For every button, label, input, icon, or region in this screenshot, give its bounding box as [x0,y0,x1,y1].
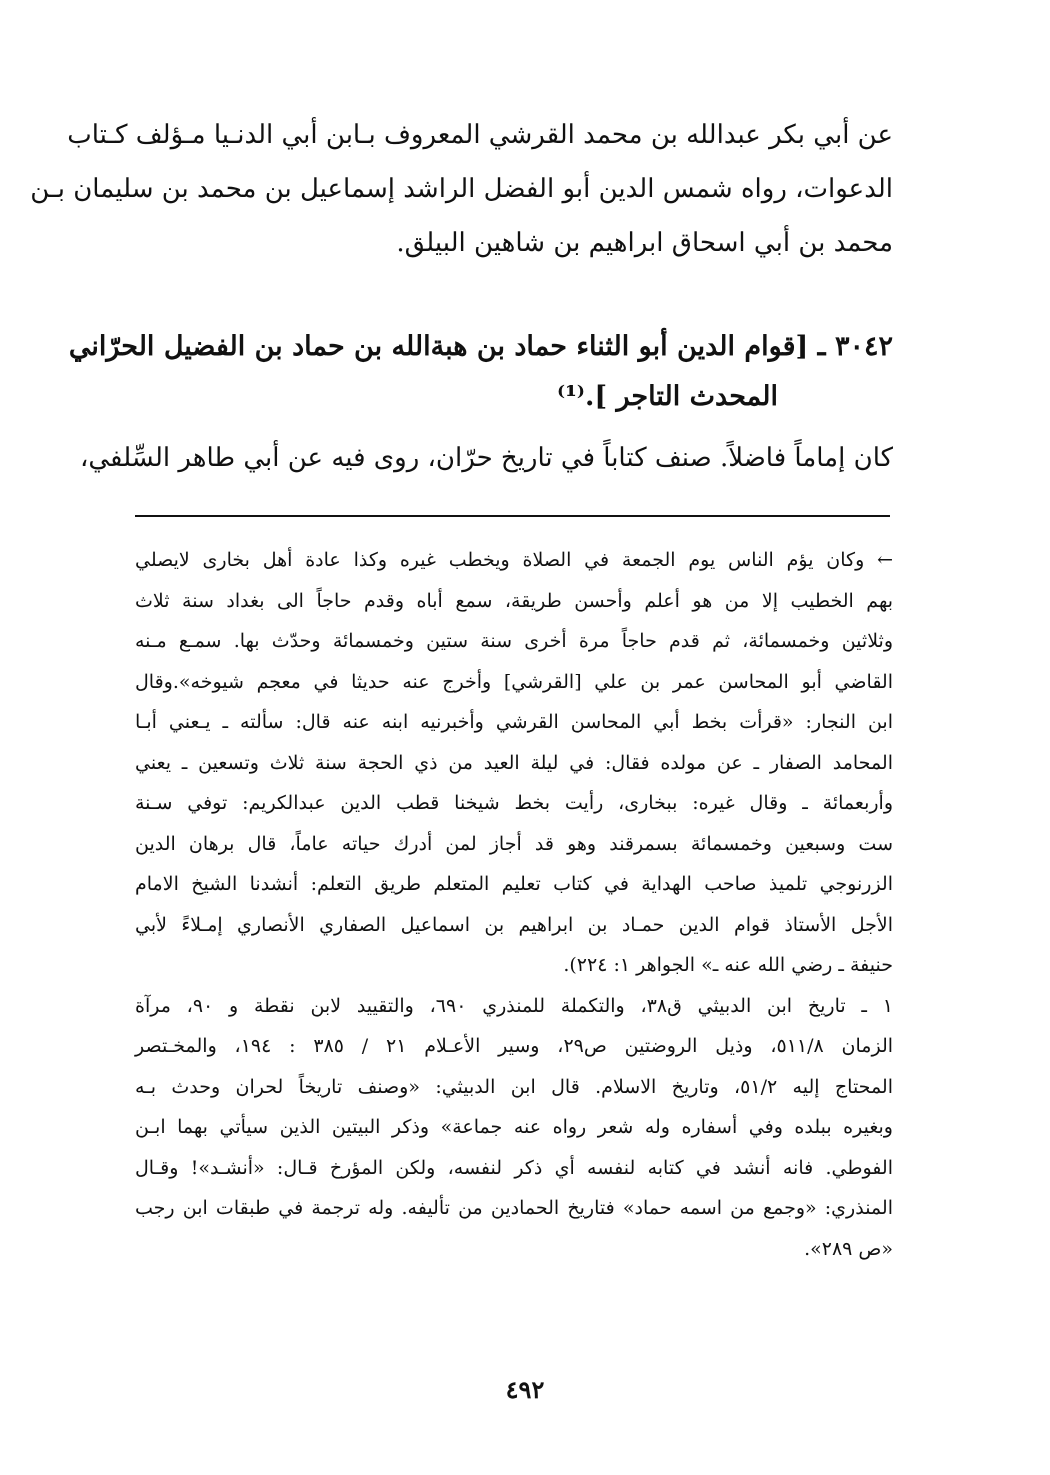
footnote-line: القاضي أبو المحاسن عمر بن علي [القرشي] وأخرج عنه حديثا في معجم شيوخه».وقال [135,670,893,693]
footnote-line: ست وسبعين وخمسمائة بسمرقند وهو قد أجاز لمن أدرك حياته عاماً، قال برهان الدين [135,832,893,855]
main-text-line: الدعوات، رواه شمس الدين أبو الفضل الراشد إسماعيل بن محمد بن سليمان بـن [30,174,893,204]
footnote-line: بهم الخطيب إلا من هو أعلم وأحسن طريقة، سمع أباه وقدم حاجاً الى بغداد سنة ثلاث [135,589,893,612]
main-text-line: محمد بن أبي اسحاق ابراهيم بن شاهين البيلق. [396,228,893,258]
footnote-line: الفوطي. فانه أنشد في كتابه لنفسه أي ذكر لنفسه، ولكن المؤرخ قـال: «أنشـد»! وقـال [135,1156,893,1179]
footnote-line: وثلاثين وخمسمائة، ثم قدم حاجاً مرة أخرى سنة ستين وخمسمائة وحدّث بها. سمـع مـنه [135,630,893,652]
footnote-line: الزرنوجي تلميذ صاحب الهداية في كتاب تعليم المتعلم طريق التعلم: أنشدنا الشيخ الامام [135,873,893,895]
footnote-line: وبغيره ببلده وفي أسفاره وله شعر رواه عنه جماعة» وذكر البيتين الذين سيأتي بهما ابـن [135,1116,893,1138]
footnotes [135,540,893,1269]
footnote-line: المحامد الصفار ـ عن مولده فقال: في ليلة العيد من ذي الحجة سنة ثلاث وتسعين ـ يعني [135,751,893,774]
main-text [30,108,893,270]
footnote-line: وأربعمائة ـ وقال غيره: ببخارى، رأيت بخط شيخنا قطب الدين عبدالكريم: توفي سـنة [135,792,893,814]
footnote-line: حنيفة ـ رضي الله عنه ـ» الجواهر ١: ٢٢٤). [563,954,893,976]
footnote-line: ← وكان يؤم الناس يوم الجمعة في الصلاة ويخطب غيره وكذا عادة أهل بخارى لايصلي [135,549,893,571]
footnote-line: المنذري: «وجمع من اسمه حماد» فتاريخ الحمادين من تأليفه. وله ترجمة في طبقات ابن رجب [135,1197,893,1219]
footnote-line: ابن النجار: «قرأت بخط أبي المحاسن القرشي وأخبرنيه ابنه عنه قال: سألته ـ يـعني أبـا [135,711,893,733]
footnote-divider [135,515,890,517]
footnote-line: الزمان ٥١١/٨، وذيل الروضتين ص٢٩، وسير الأعـلام ٢١ / ٣٨٥ : ١٩٤، والمخـتصر [135,1035,894,1057]
footnote-line: الأجل الأستاذ قوام الدين حمـاد بن ابراهيم بن اسماعيل الصفاري الأنصاري إمـلاءً لأبي [135,913,893,936]
footnote-line: «ص ٢٨٩». [804,1237,893,1260]
entry-heading: ٣٠٤٢ ـ [قوام الدين أبو الثناء حماد بن هبةالله بن حماد بن الفضيل الحرّاني [68,331,893,362]
page-number: ٤٩٢ [505,1375,545,1404]
main-text-line: عن أبي بكر عبدالله بن محمد القرشي المعروف بـابن أبي الدنـيا مـؤلف كـتاب [67,120,893,150]
footnote-line: ١ ـ تاريخ ابن الدبيثي ق٣٨، والتكملة للمنذري ٦٩٠، والتقييد لابن نقطة و ٩٠، مرآة [135,994,894,1017]
footnote-line: المحتاج إليه ٥١/٢، وتاريخ الاسلام. قال ابن الدبيثي: «وصنف تاريخاً لحران وحدث بـه [135,1075,893,1098]
entry-body-text: كان إماماً فاضلاً. صنف كتاباً في تاريخ حرّان، روى فيه عن أبي طاهر السِّلفي، [79,443,893,473]
footnote-1 [135,986,893,1270]
biography-entry [68,322,893,486]
continued-footnote [135,540,893,986]
entry-heading-continuation: المحدث التاجر ].⁽¹⁾ [557,381,778,412]
